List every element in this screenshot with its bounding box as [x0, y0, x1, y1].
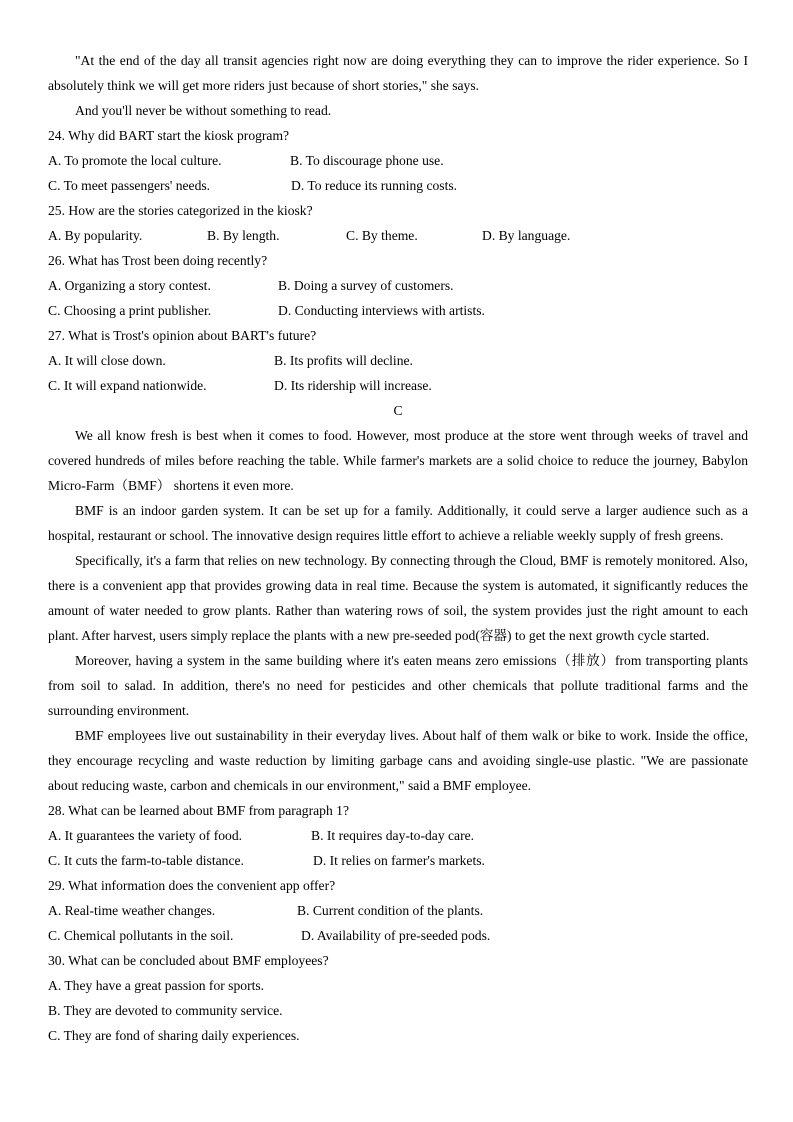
option-c[interactable]: C. To meet passengers' needs.	[48, 178, 211, 193]
option-a[interactable]: A. Organizing a story contest.	[48, 278, 211, 293]
document-page	[48, 48, 748, 1048]
option-row	[48, 223, 748, 248]
option-row	[48, 173, 748, 198]
option-b[interactable]: B. They are devoted to community service.	[48, 1003, 283, 1018]
option-a[interactable]: A. It guarantees the variety of food.	[48, 828, 243, 843]
section-heading: C	[393, 403, 403, 418]
option-b[interactable]: B. To discourage phone use.	[290, 153, 444, 168]
paragraph: We all know fresh is best when it comes to food. However, most produce at the store went through weeks of travel and covered hundreds of miles before reaching the table. While farmer's markets are a solid choice to reduce the journey, Babylon Micro-Farm（BMF） shortens it even more.	[48, 428, 748, 493]
paragraph: Specifically, it's a farm that relies on new technology. By connecting through the Cloud, BMF is remotely monitored. Also, there is a convenient app that provides growing data in real time. Because the system is automated, it significantly reduces the amount of water needed to grow plants. Rather than watering rows of soil, the system provides just the right amount to each plant. After harvest, users simply replace the plants with a new pre-seeded pod(容器) to get the next growth cycle started.	[48, 553, 748, 643]
option-c[interactable]: C. They are fond of sharing daily experiences.	[48, 1028, 300, 1043]
option-row	[48, 148, 748, 173]
option-row	[48, 848, 748, 873]
option-b[interactable]: B. It requires day-to-day care.	[311, 828, 475, 843]
option-b[interactable]: B. Doing a survey of customers.	[278, 278, 454, 293]
question-stem: 30. What can be concluded about BMF employees?	[48, 953, 329, 968]
option-c[interactable]: C. Chemical pollutants in the soil.	[48, 928, 234, 943]
option-row	[48, 823, 748, 848]
option-d[interactable]: D. Its ridership will increase.	[274, 378, 432, 393]
option-b[interactable]: B. By length.	[207, 228, 280, 243]
paragraph: And you'll never be without something to read.	[75, 103, 332, 118]
option-a[interactable]: A. To promote the local culture.	[48, 153, 222, 168]
paragraph: Moreover, having a system in the same building where it's eaten means zero emissions（排放）from transporting plants from soil to salad. In addition, there's no need for pesticides and other chemicals that pollute traditional farms and the surrounding environment.	[48, 653, 748, 718]
question-stem: 24. Why did BART start the kiosk program?	[48, 128, 290, 143]
option-c[interactable]: C. It cuts the farm-to-table distance.	[48, 853, 244, 868]
option-row	[48, 298, 748, 323]
question-stem: 26. What has Trost been doing recently?	[48, 253, 268, 268]
paragraph: BMF employees live out sustainability in their everyday lives. About half of them walk or bike to work. Inside the office, they encourage recycling and waste reduction by limiting garbage cans and avoiding single-use plastic. "We are passionate about reducing waste, carbon and chemicals in our environment," said a BMF employee.	[48, 728, 748, 793]
option-c[interactable]: C. Choosing a print publisher.	[48, 303, 212, 318]
option-row	[48, 373, 748, 398]
option-d[interactable]: D. Availability of pre-seeded pods.	[301, 928, 491, 943]
option-d[interactable]: D. It relies on farmer's markets.	[313, 853, 485, 868]
option-a[interactable]: A. Real-time weather changes.	[48, 903, 216, 918]
option-a[interactable]: A. They have a great passion for sports.	[48, 978, 265, 993]
option-row	[48, 923, 748, 948]
option-d[interactable]: D. To reduce its running costs.	[291, 178, 458, 193]
option-c[interactable]: C. By theme.	[346, 228, 418, 243]
option-c[interactable]: C. It will expand nationwide.	[48, 378, 207, 393]
option-row	[48, 273, 748, 298]
option-row	[48, 898, 748, 923]
option-a[interactable]: A. It will close down.	[48, 353, 166, 368]
option-b[interactable]: B. Its profits will decline.	[274, 353, 413, 368]
paragraph: "At the end of the day all transit agencies right now are doing everything they can to improve the rider experience. So I absolutely think we will get more riders just because of short stories," she says.	[48, 53, 748, 93]
option-a[interactable]: A. By popularity.	[48, 228, 143, 243]
option-d[interactable]: D. By language.	[482, 228, 571, 243]
question-stem: 27. What is Trost's opinion about BART's future?	[48, 328, 317, 343]
option-d[interactable]: D. Conducting interviews with artists.	[278, 303, 485, 318]
question-stem: 25. How are the stories categorized in the kiosk?	[48, 203, 313, 218]
paragraph: BMF is an indoor garden system. It can be set up for a family. Additionally, it could serve a larger audience such as a hospital, restaurant or school. The innovative design requires little effort to achieve a reliable weekly supply of fresh greens.	[48, 503, 748, 543]
option-row	[48, 348, 748, 373]
question-stem: 29. What information does the convenient app offer?	[48, 878, 336, 893]
question-stem: 28. What can be learned about BMF from paragraph 1?	[48, 803, 349, 818]
option-b[interactable]: B. Current condition of the plants.	[297, 903, 484, 918]
